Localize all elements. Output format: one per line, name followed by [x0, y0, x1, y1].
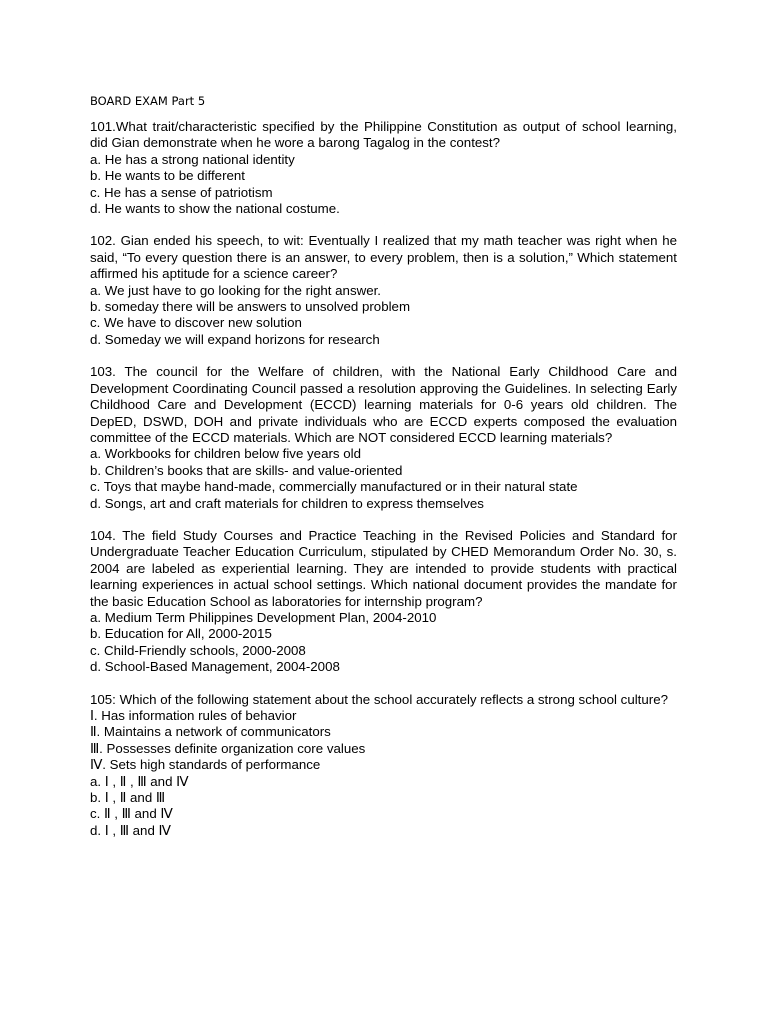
option-b: b. Children’s books that are skills- and value-oriented [90, 462, 403, 478]
statement-1: Ⅰ. Has information rules of behavior [90, 708, 297, 723]
question-102 [90, 233, 677, 348]
option-d: d. Songs, art and craft materials for children to express themselves [90, 495, 484, 511]
option-b: b. He wants to be different [90, 168, 245, 184]
option-d: d. Someday we will expand horizons for research [90, 331, 380, 347]
option-c: c. He has a sense of patriotism [90, 184, 273, 200]
document-title: BOARD EXAM Part 5 [90, 94, 206, 108]
question-103 [90, 364, 677, 512]
question-text: 102. Gian ended his speech, to wit: Eventually I realized that my math teacher was right when he said, “To every question there is an answer, to every problem, then is a solution,” Which statement affirmed his aptitude for a science career? [90, 233, 677, 282]
option-c: c. Toys that maybe hand-made, commercially manufactured or in their natural state [90, 479, 578, 495]
option-c: c. We have to discover new solution [90, 315, 302, 331]
option-d: d. He wants to show the national costume. [90, 201, 340, 217]
question-104 [90, 528, 677, 676]
option-c: c. Ⅱ , Ⅲ and Ⅳ [90, 806, 173, 822]
option-c: c. Child-Friendly schools, 2000-2008 [90, 642, 306, 658]
option-d: d. School-Based Management, 2004-2008 [90, 659, 340, 675]
option-a: a. He has a strong national identity [90, 151, 295, 167]
question-105 [90, 692, 677, 840]
question-101 [90, 119, 677, 217]
option-b: b. Education for All, 2000-2015 [90, 626, 272, 642]
option-a: a. We just have to go looking for the right answer. [90, 282, 381, 298]
statement-3: Ⅲ. Possesses definite organization core values [90, 740, 366, 756]
option-d: d. Ⅰ , Ⅲ and Ⅳ [90, 822, 171, 838]
question-text: 105: Which of the following statement about the school accurately reflects a strong school culture? [90, 691, 668, 707]
statement-2: Ⅱ. Maintains a network of communicators [90, 724, 331, 740]
option-b: b. someday there will be answers to unsolved problem [90, 299, 411, 315]
statement-4: Ⅳ. Sets high standards of performance [90, 757, 321, 773]
option-b: b. Ⅰ , Ⅱ and Ⅲ [90, 790, 166, 806]
option-a: a. Workbooks for children below five years old [90, 446, 361, 462]
option-a: a. Medium Term Philippines Development Plan, 2004-2010 [90, 609, 437, 625]
document-page [90, 93, 677, 855]
question-text: 104. The field Study Courses and Practice Teaching in the Revised Policies and Standard for Undergraduate Teacher Education Curriculum, stipulated by CHED Memorandum Order No. 30, s. 2004 are labeled as experiential learning. They are intended to provide students with practical learning experiences in actual school settings. Which national document provides the mandate for the basic Education School as laboratories for internship program? [90, 527, 677, 609]
question-text: 103. The council for the Welfare of children, with the National Early Childhood Care and Development Coordinating Council passed a resolution approving the Guidelines. In selecting Early Childhood Care and Development (ECCD) learning materials for 0-6 years old children. The DepED, DSWD, DOH and private individuals who are ECCD experts composed the evaluation committee of the ECCD materials. Which are NOT considered ECCD learning materials? [90, 364, 677, 445]
question-text: 101.What trait/characteristic specified by the Philippine Constitution as output of school learning, did Gian demonstrate when he wore a barong Tagalog in the contest? [90, 119, 677, 151]
option-a: a. Ⅰ , Ⅱ , Ⅲ and Ⅳ [90, 773, 189, 789]
